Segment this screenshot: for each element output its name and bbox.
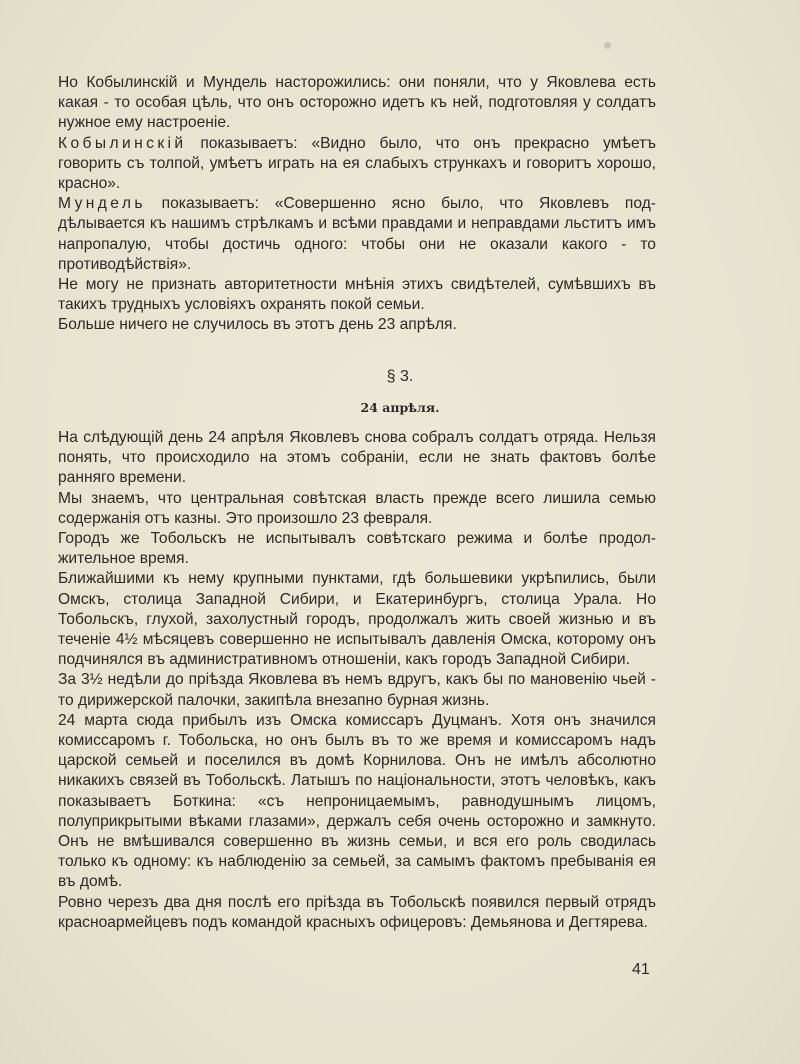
paragraph: За 3½ недѣли до пріѣзда Яковлева въ немъ вдругъ, какъ бы по мановенію чьей - то дирижерской палочки, закипѣла внезапно бурная жизнь.	[58, 671, 656, 709]
paragraph	[58, 194, 656, 275]
paragraph: Городъ же Тобольскъ не испытывалъ совѣтскаго режима и болѣе продолжительное время.	[58, 530, 656, 568]
paragraph: На слѣдующій день 24 апрѣля Яковлевъ снова собралъ солдатъ отряда. Нельзя понять, что происходило на этомъ собраніи, если не знать фактовъ болѣе ранняго времени.	[58, 429, 656, 487]
page-number: 41	[632, 961, 650, 978]
text-block-bottom	[58, 428, 656, 933]
section-heading: § 3.	[386, 368, 414, 385]
paragraph: Больше ничего не случилось въ этотъ день 23 апрѣля.	[58, 316, 457, 334]
paragraph: Мы знаемъ, что центральная совѣтская власть прежде всего лишила семью содержанія отъ казны. Это произошло 23 февраля.	[58, 489, 656, 527]
speaker-name: Кобылинскій	[58, 134, 187, 152]
paragraph: Но Кобылинскій и Мундель насторожились: они поняли, что у Яковлева есть какая - то особая цѣль, что онъ осторожно идетъ къ ней, подготовляя у солдатъ нужное ему настроеніе.	[58, 74, 656, 132]
paragraph: Ближайшими къ нему крупными пунктами, гдѣ большевики укрѣпились, были Омскъ, столица Западной Сибири, и Екатеринбургъ, столица Урала. Но Тобольскъ, глухой, захолустный городъ, продолжалъ жить своей жизнью и въ теченіе 4½ мѣсяцевъ совершенно не испытывалъ давленія Омска, которому онъ подчинялся въ административномъ отношеніи, какъ городъ Западной Сибири.	[58, 570, 656, 669]
paragraph: 24 марта сюда прибылъ изъ Омска комиссаръ Дуцманъ. Хотя онъ значился комиссаромъ г. Тобольска, но онъ былъ въ то же время и комиссаромъ надъ царской семьей и поселился въ домѣ Корнилова. Онъ не имѣлъ абсолютно никакихъ связей въ Тобольскѣ. Латышъ по національности, этотъ человѣкъ, какъ показываетъ Боткина: «съ непроницаемымъ, равнодушнымъ лицомъ, полуприкрытыми вѣками глазами», держалъ себя очень осторожно и замкнуто. Онъ не вмѣшивался совершенно въ жизнь семьи, и вся его роль сводилась только къ одному: къ наблюденію за семьей, за самымъ фактомъ пребыванія ея въ домѣ.	[58, 711, 656, 891]
paper-speck	[604, 42, 611, 49]
paragraph-text: показываетъ: «Видно было, что онъ прекрасно умѣетъ говорить съ толпой, умѣетъ играть на ея слабыхъ стрункахъ и говоритъ хорошо, красно».	[58, 134, 656, 193]
paragraph: Ровно черезъ два дня послѣ его пріѣзда въ Тобольскѣ появился первый отрядъ красноармейцевъ подъ командой красныхъ офицеровъ: Демьянова и Дегтярева.	[58, 893, 656, 931]
paragraph-text: показываетъ: «Совершенно ясно было, что Яковлевъ поддѣлывается къ нашимъ стрѣлкамъ и всѣми правдами и неправдами льститъ имъ напропалую, чтобы достичь одного: чтобы они не оказали какого - то противодѣйствія».	[58, 195, 656, 273]
paragraph: Не могу не признать авторитетности мнѣнія этихъ свидѣтелей, сумѣвшихъ въ такихъ трудныхъ условіяхъ охранять покой семьи.	[58, 276, 656, 314]
text-block-top	[58, 73, 656, 336]
section-date: 24 апрѣля.	[360, 400, 440, 415]
paragraph	[58, 134, 656, 195]
speaker-name: Мундель	[58, 195, 146, 213]
